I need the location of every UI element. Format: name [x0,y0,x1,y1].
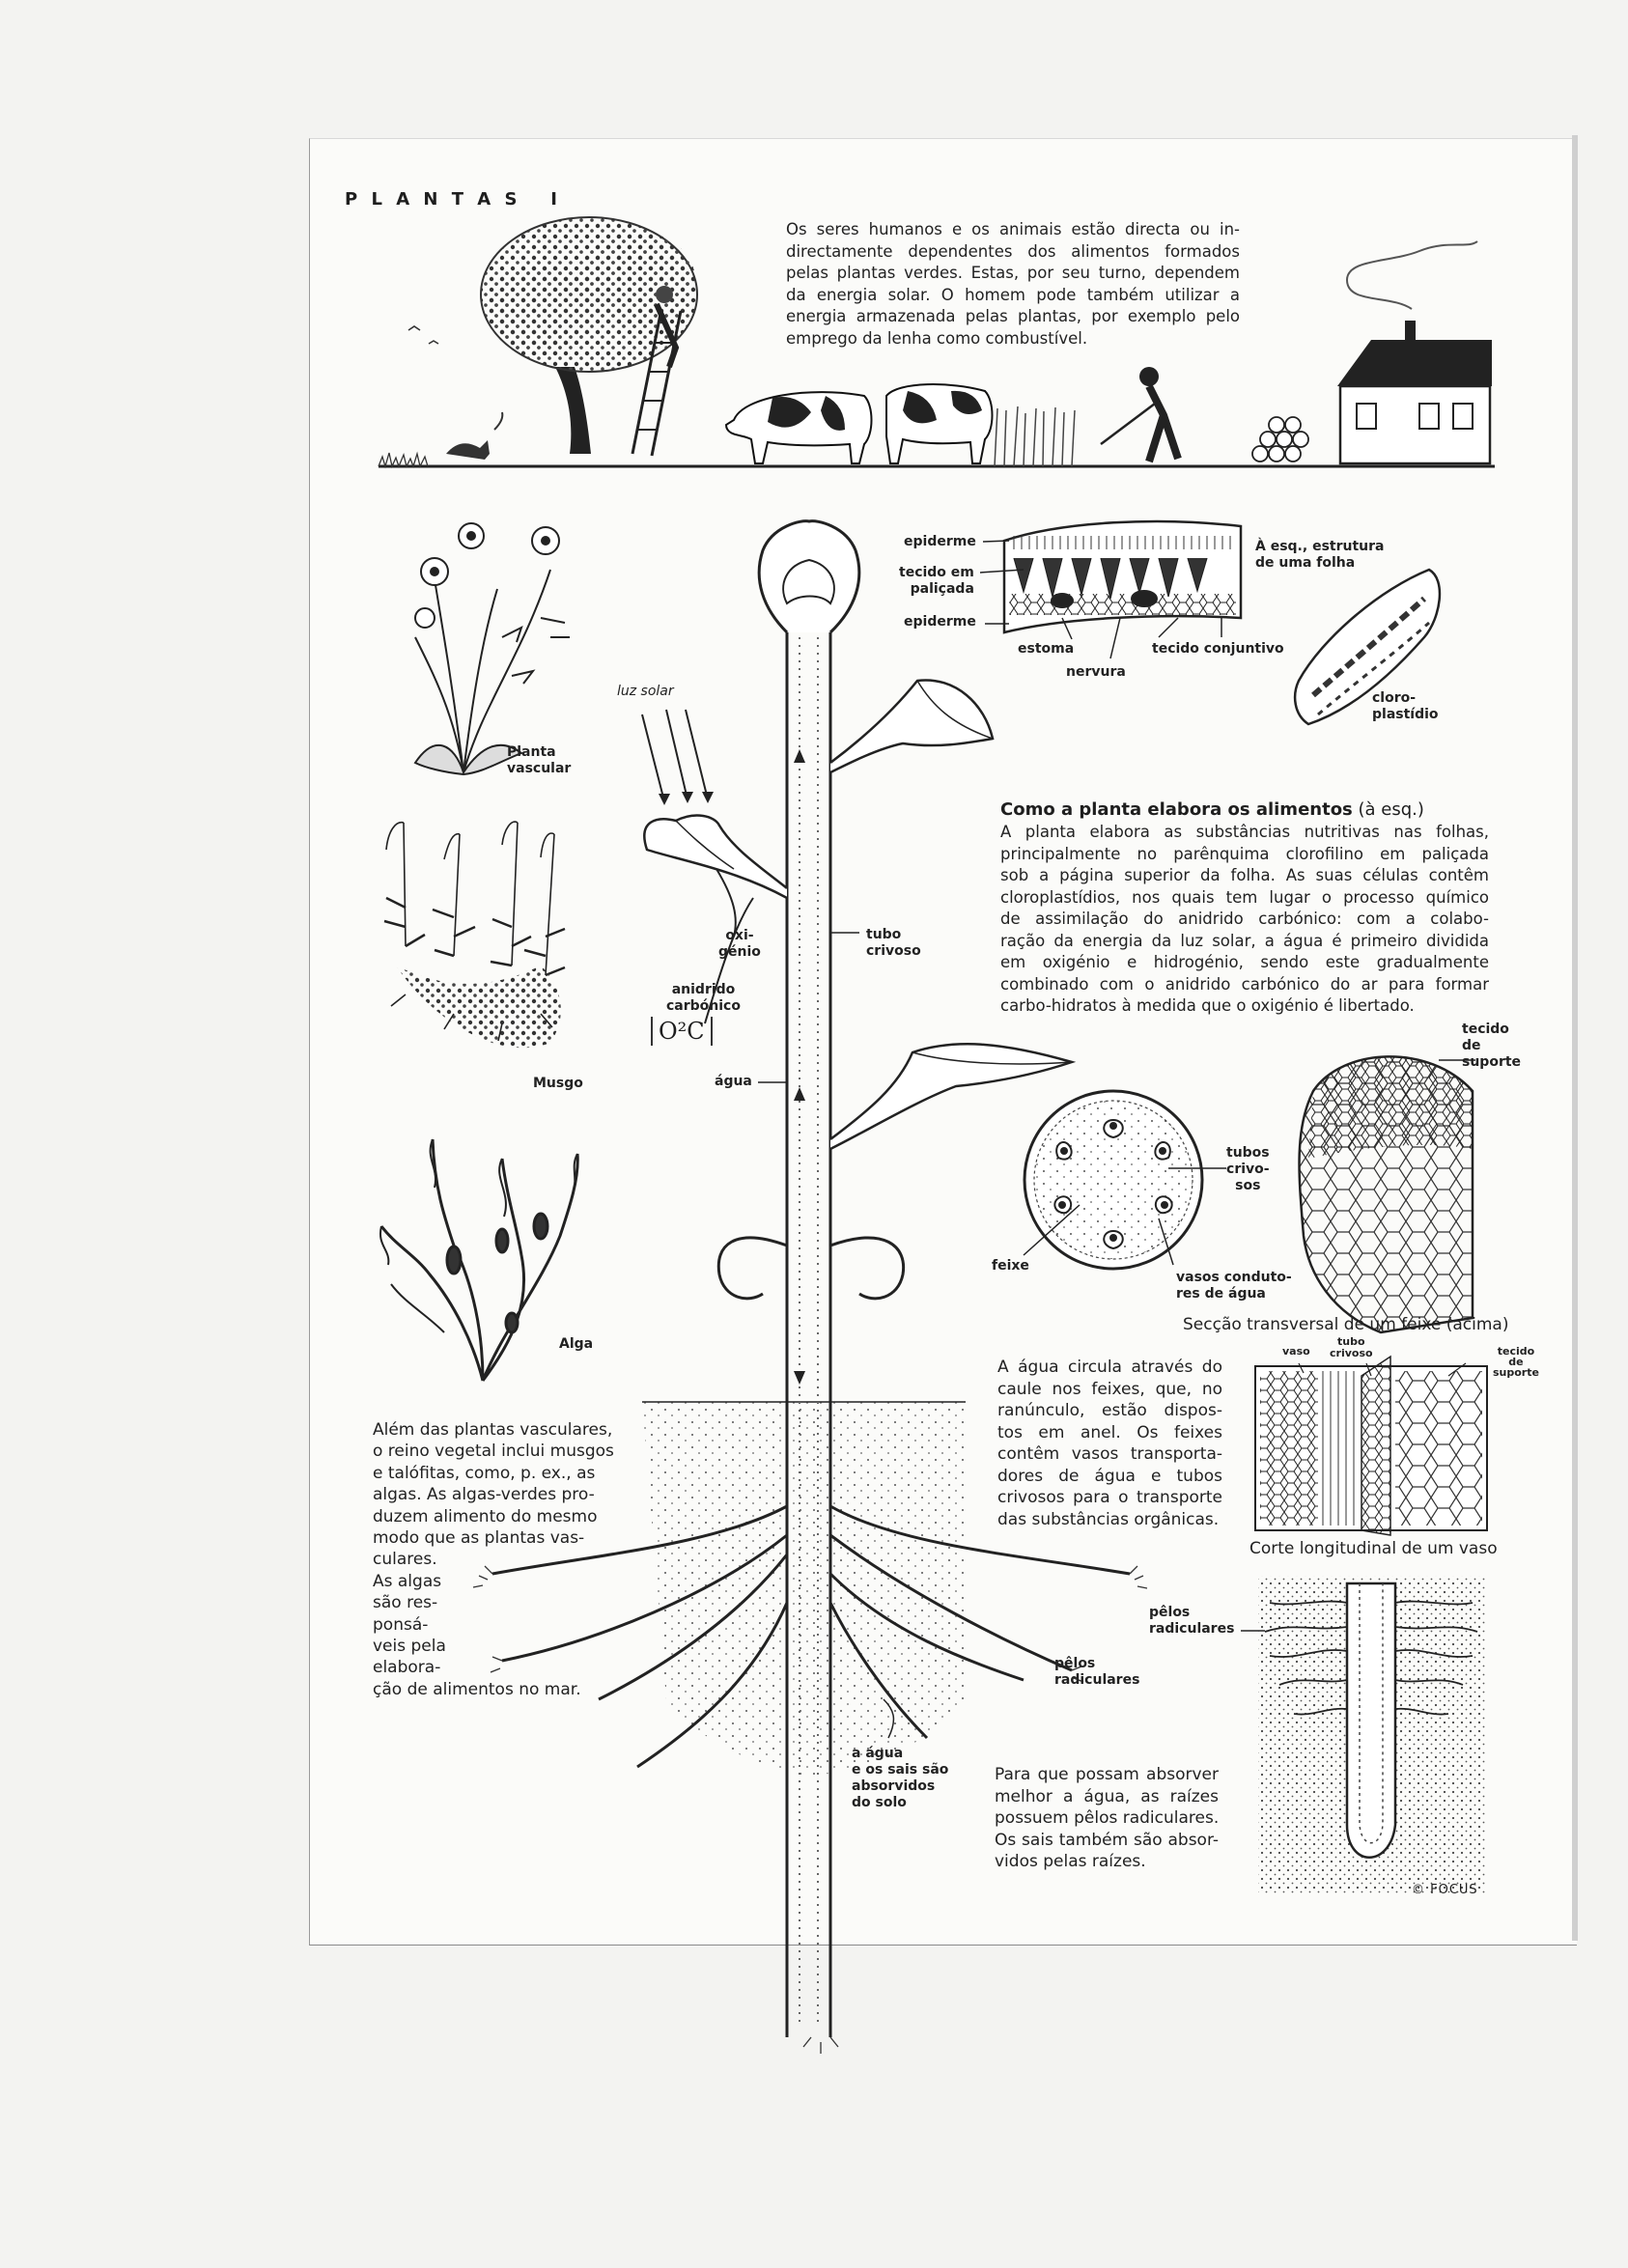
vessel-label: vaso [1282,1345,1310,1358]
supporting-tissue-illustration [1300,1056,1475,1332]
water-line: tos em anel. Os feixes [997,1422,1222,1442]
longitudinal-supporting-tissue-label: tecido de suporte [1493,1345,1539,1379]
water-line: dores de água e tubos [997,1466,1222,1486]
epiderme-bottom-label: epiderme [904,614,976,630]
cross-section-caption: Secção transversal de um feixe (acima) [1183,1315,1509,1334]
palisade-tissue-label: tecido em paliçada [899,565,974,597]
co2-formula: O²C [651,1017,713,1046]
algae-line: ção de alimentos no mar. [373,1679,581,1699]
food-line: ração da energia da luz solar, a água é primeiro dividida [1000,931,1489,950]
algae-line: As algas [373,1571,442,1591]
connective-tissue-label: tecido conjuntivo [1152,641,1284,657]
algae-line: Além das plantas vasculares, [373,1420,613,1440]
water-line: A água circula através do [997,1358,1222,1377]
water-line: contêm vasos transporta- [997,1444,1222,1464]
algae-line: algas. As algas-verdes pro- [373,1485,595,1505]
roots-paragraph [995,1764,1219,1873]
algae-line: o reino vegetal inclui musgos [373,1442,614,1462]
algae-line: são res- [373,1593,438,1613]
intro-paragraph [786,219,1240,350]
food-heading-text: Como a planta elabora os alimentos [1000,799,1353,820]
intro-line: energia armazenada pelas plantas, por exemplo pelo [786,307,1240,325]
supporting-tissue-label: tecido de suporte [1462,1022,1522,1070]
roots-line: vidos pelas raízes. [995,1852,1146,1871]
bundle-cross-section-illustration [1024,1091,1226,1269]
stoma-label: estoma [1018,641,1075,657]
roots-line: Os sais também são absor- [995,1830,1219,1850]
water-line: das substâncias orgânicas. [997,1509,1220,1529]
algae-line: veis pela [373,1637,446,1657]
longitudinal-sieve-tube-label: tubo crivoso [1330,1335,1373,1359]
root-hair-section-illustration [1241,1576,1485,1894]
leaf-structure-caption: À esq., estrutura de uma folha [1255,539,1385,571]
food-section-paragraph [1000,822,1489,1018]
page-title: P L A N T A S I [345,189,561,210]
root-hairs-label-right: pêlos radiculares [1149,1605,1235,1637]
algae-line: ponsá- [373,1614,429,1635]
longitudinal-caption: Corte longitudinal de um vaso [1249,1539,1498,1558]
food-line: A planta elabora as substâncias nutritivas nas folhas, [1000,823,1489,841]
food-section-heading [1000,799,1424,820]
water-line: crivosos para o transporte [997,1488,1222,1507]
water-vessels-label: vasos conduto- res de água [1176,1270,1292,1302]
sieve-tube-label: tubo crivoso [866,927,921,959]
intro-line: pelas plantas verdes. Estas, por seu turno, dependem [786,264,1240,282]
carbon-dioxide-label: anidrido carbónico [666,982,741,1014]
alga-label: Alga [559,1336,594,1352]
alga-illustration [380,1139,577,1381]
sieve-tubes-label: tubos crivo- sos [1226,1145,1270,1193]
water-line: ranúnculo, estão dispos- [997,1401,1222,1420]
roots-line: melhor a água, as raízes [995,1786,1219,1806]
food-line: de assimilação do anidrido carbónico: com a colabo- [1000,910,1489,928]
food-heading-suffix: (à esq.) [1352,799,1424,820]
algae-paragraph [373,1419,619,1700]
intro-line: Os seres humanos e os animais estão directa ou in- [786,220,1240,238]
epiderme-top-label: epiderme [904,534,976,549]
oxygen-label: oxi- génio [718,928,761,960]
sunlight-label: luz solar [617,684,674,699]
intro-line: da energia solar. O homem pode também utilizar a [786,285,1240,304]
food-line: cloroplastídios, nos quais tem lugar o processo químico [1000,887,1489,907]
root-hairs-label-left: pêlos radiculares [1054,1656,1140,1688]
algae-line: modo que as plantas vas- [373,1528,585,1549]
algae-line: e talófitas, como, p. ex., as [373,1463,596,1483]
chloroplast-label: cloro- plastídio [1372,690,1439,722]
water-line: caule nos feixes, que, no [997,1379,1222,1399]
algae-line: culares. [373,1550,437,1570]
copyright-notice: © FOCUS [1412,1883,1478,1897]
intro-line: directamente dependentes dos alimentos formados [786,241,1240,261]
vascular-plant-label: Planta vascular [507,744,572,776]
bundle-label: feixe [992,1258,1029,1274]
food-line: sob a página superior da folha. As suas células contêm [1000,866,1489,884]
longitudinal-section-illustration [1255,1357,1487,1535]
water-paragraph [997,1357,1222,1530]
roots-line: possuem pêlos radiculares. [995,1808,1220,1828]
water-label: água [715,1074,752,1089]
moss-illustration [384,822,565,1048]
algae-line: duzem alimento do mesmo [373,1506,598,1526]
food-line: combinado com o anidrido carbónico do ar para formar [1000,974,1489,994]
soil-absorption-label: a água e os sais são absorvidos do solo [852,1746,949,1810]
food-line: principalmente no parênquima clorofilino em paliçada [1000,844,1489,863]
roots-line: Para que possam absorver [995,1765,1219,1784]
vein-label: nervura [1066,664,1126,680]
intro-line: emprego da lenha como combustível. [786,328,1088,348]
moss-label: Musgo [533,1076,583,1091]
food-line: em oxigénio e hidrogénio, sendo este gradualmente [1000,953,1489,971]
vascular-plant-illustration [415,523,570,774]
food-line: carbo-hidratos à medida que o oxigénio é libertado. [1000,996,1415,1015]
algae-line: elabora- [373,1658,441,1678]
